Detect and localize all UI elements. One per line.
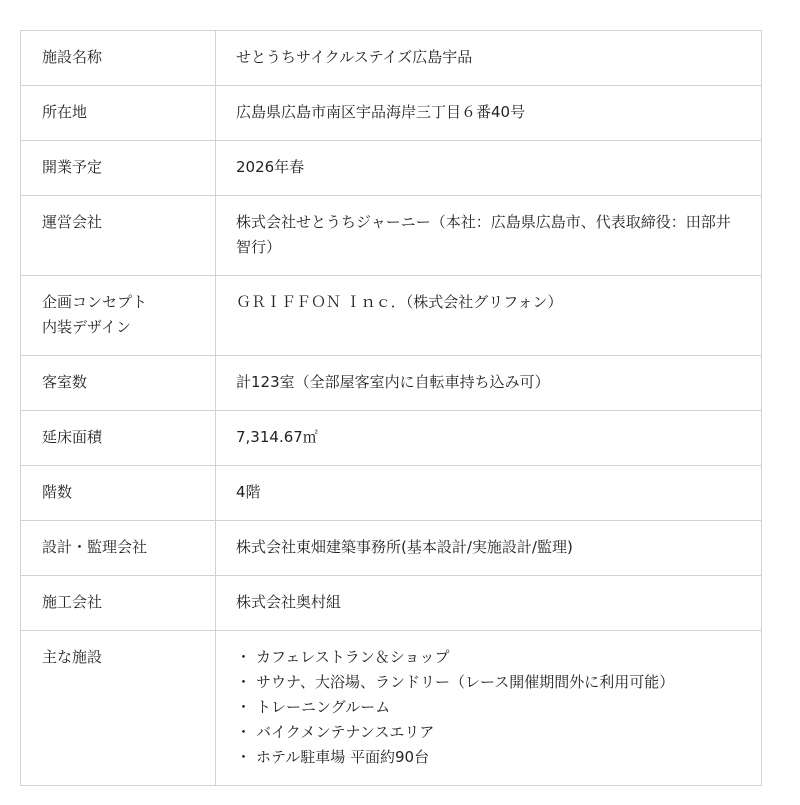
value-rooms: 計123室（全部屋客室内に自転車持ち込み可） <box>216 356 762 411</box>
bullet-mark: ・ <box>236 748 252 766</box>
row-construction <box>21 576 762 631</box>
list-item-text: サウナ、大浴場、ランドリー（レース開催期間外に利用可能） <box>256 673 675 691</box>
row-facility-name <box>21 31 762 86</box>
bullet-mark: ・ <box>236 698 252 716</box>
row-operator <box>21 196 762 276</box>
facility-info-table <box>20 30 762 786</box>
list-item <box>236 645 741 670</box>
row-address <box>21 86 762 141</box>
row-floor-area <box>21 411 762 466</box>
label-operator: 運営会社 <box>21 196 216 276</box>
list-item <box>236 720 741 745</box>
list-item <box>236 695 741 720</box>
label-facility-name: 施設名称 <box>21 31 216 86</box>
label-floor-area: 延床面積 <box>21 411 216 466</box>
list-item-text: トレーニングルーム <box>256 698 391 716</box>
value-opening: 2026年春 <box>216 141 762 196</box>
value-operator <box>216 196 762 276</box>
label-address: 所在地 <box>21 86 216 141</box>
value-floors: 4階 <box>216 466 762 521</box>
list-item-text: ホテル駐車場 平面約90台 <box>256 748 430 766</box>
list-item-text: カフェレストラン＆ショップ <box>256 648 450 666</box>
value-facility-name: せとうちサイクルステイズ広島宇品 <box>216 31 762 86</box>
value-address: 広島県広島市南区宇品海岸三丁目６番40号 <box>216 86 762 141</box>
label-floors: 階数 <box>21 466 216 521</box>
label-concept-line-1: 企画コンセプト <box>42 293 148 311</box>
list-item-text: バイクメンテナンスエリア <box>256 723 435 741</box>
label-construction: 施工会社 <box>21 576 216 631</box>
label-design: 設計・監理会社 <box>21 521 216 576</box>
label-opening: 開業予定 <box>21 141 216 196</box>
value-facilities <box>216 631 762 786</box>
bullet-mark: ・ <box>236 723 252 741</box>
row-design <box>21 521 762 576</box>
bullet-mark: ・ <box>236 673 252 691</box>
label-concept <box>21 276 216 356</box>
row-floors <box>21 466 762 521</box>
facilities-list <box>236 645 741 770</box>
value-construction: 株式会社奥村組 <box>216 576 762 631</box>
value-design: 株式会社東畑建築事務所(基本設計/実施設計/監理) <box>216 521 762 576</box>
row-concept <box>21 276 762 356</box>
operator-text: 株式会社せとうちジャーニー（本社：広島県広島市、代表取締役：田部井智行） <box>236 213 731 256</box>
value-floor-area: 7,314.67㎡ <box>216 411 762 466</box>
label-rooms: 客室数 <box>21 356 216 411</box>
label-facilities: 主な施設 <box>21 631 216 786</box>
bullet-mark: ・ <box>236 648 252 666</box>
row-facilities <box>21 631 762 786</box>
row-opening <box>21 141 762 196</box>
list-item <box>236 745 741 770</box>
row-rooms <box>21 356 762 411</box>
list-item <box>236 670 741 695</box>
value-concept: ＧＲＩＦＦＯＮ Ｉｎｃ．（株式会社グリフォン） <box>216 276 762 356</box>
label-concept-line-2: 内装デザイン <box>42 318 131 336</box>
